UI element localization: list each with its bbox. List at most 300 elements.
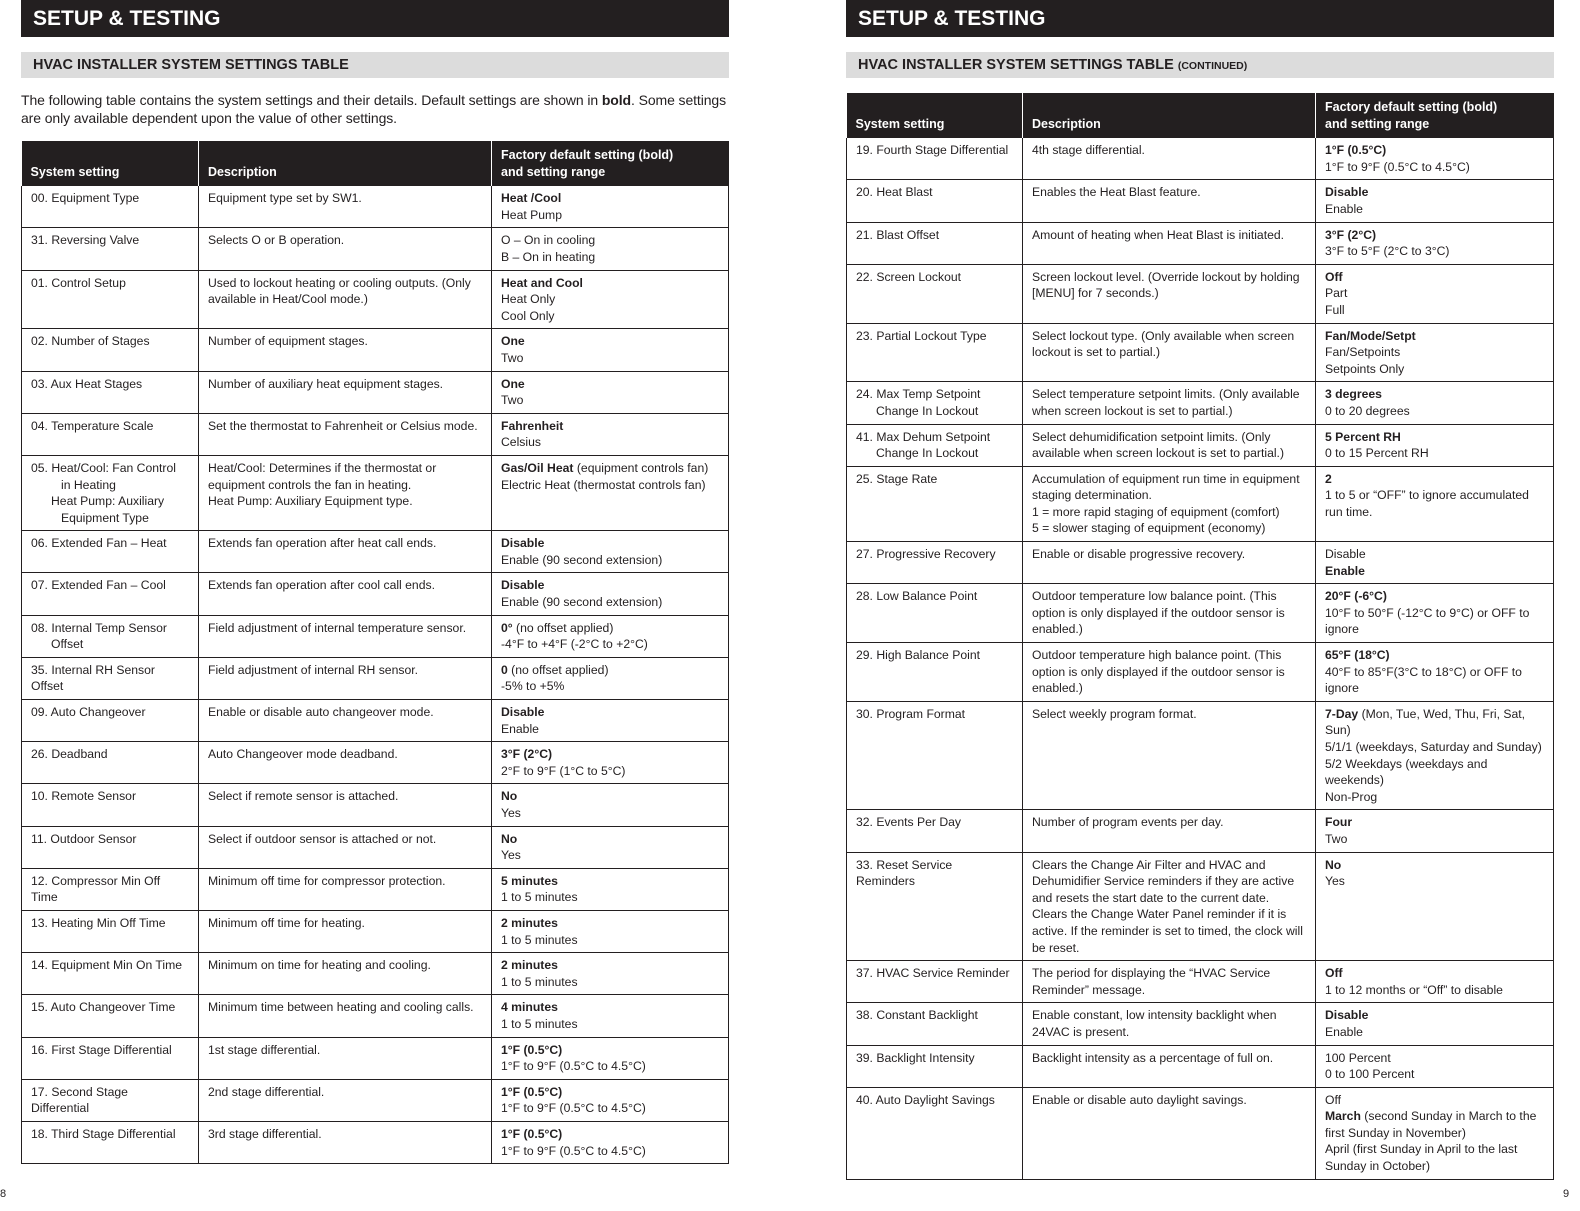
value-option: (no offset applied) (512, 620, 614, 635)
value-line (501, 1084, 719, 1101)
value-option: 1 to 5 minutes (501, 974, 578, 989)
table-row (847, 382, 1554, 424)
setting-name-line: 18. Third Stage Differential (31, 1126, 176, 1141)
description-line: Heat Pump: Auxiliary Equipment type. (208, 494, 413, 509)
description-line: Extends fan operation after cool call ends. (208, 578, 435, 593)
setting-name-cell (22, 573, 199, 615)
default-value: 5 minutes (501, 873, 558, 888)
description-cell (199, 228, 492, 270)
description-line: Used to lockout heating or cooling outputs. (Only available in Heat/Cool mode.) (208, 275, 471, 307)
setting-name-cell (22, 531, 199, 573)
default-value: No (1325, 857, 1342, 872)
default-value: 2 (1325, 471, 1332, 486)
value-line (1325, 739, 1544, 756)
description-line: Select weekly program format. (1032, 706, 1197, 721)
table-title-text: HVAC INSTALLER SYSTEM SETTINGS TABLE (33, 57, 349, 73)
value-line (1325, 982, 1544, 999)
table-row (847, 222, 1554, 264)
value-line (1325, 403, 1544, 420)
default-value-cell (1316, 264, 1554, 323)
value-line (1325, 1024, 1544, 1041)
default-value-cell (492, 413, 729, 455)
value-line (501, 350, 719, 367)
default-value: 20°F (-6°C) (1325, 589, 1387, 604)
settings-table (21, 141, 729, 1164)
default-value-cell (1316, 466, 1554, 541)
default-value-cell (1316, 138, 1554, 180)
description-cell (1023, 701, 1316, 810)
description-line: The period for displaying the “HVAC Service Reminder” message. (1032, 966, 1271, 997)
value-option: Enable (90 second extension) (501, 595, 663, 610)
table-row (22, 371, 729, 413)
setting-name-line: 40. Auto Daylight Savings (856, 1092, 995, 1107)
value-line (501, 704, 719, 721)
setting-name-line: 09. Auto Changeover (31, 705, 146, 720)
value-option: Enable (1325, 201, 1363, 216)
value-line (501, 721, 719, 738)
setting-name-line: 33. Reset Service Reminders (856, 857, 953, 889)
setting-name-cell (22, 1121, 199, 1163)
value-line (1325, 831, 1544, 848)
setting-name-cell (847, 222, 1023, 264)
default-value-cell (1316, 961, 1554, 1003)
description-line: Auto Changeover mode deadband. (208, 747, 398, 762)
setting-name-cell (22, 1079, 199, 1121)
setting-name-line: Change In Lockout (876, 446, 979, 461)
setting-name-cell (22, 413, 199, 455)
header-default-setting (492, 141, 729, 186)
table-body (847, 138, 1554, 1179)
setting-name-cell (847, 1087, 1023, 1179)
value-line (501, 957, 719, 974)
description-line: 4th stage differential. (1032, 143, 1145, 158)
table-row (847, 138, 1554, 180)
setting-name-cell (847, 424, 1023, 466)
default-value-cell (1316, 1045, 1554, 1087)
default-value: 5 Percent RH (1325, 429, 1401, 444)
setting-name-line: 24. Max Temp Setpoint (856, 387, 981, 402)
setting-name-cell (22, 615, 199, 657)
value-line (1325, 285, 1544, 302)
default-value-cell (1316, 542, 1554, 584)
value-line (501, 662, 719, 679)
setting-name-line: 08. Internal Temp Sensor (31, 620, 167, 635)
value-option: Part (1325, 286, 1348, 301)
value-line (501, 275, 719, 292)
value-option: Two (1325, 831, 1348, 846)
value-option: Off (1325, 1092, 1342, 1107)
default-value: Off (1325, 966, 1343, 981)
value-option: April (first Sunday in April to the last Sunday in October) (1325, 1142, 1518, 1174)
description-line: Select dehumidification setpoint limits. (Only available when screen lockout is set to partial.) (1032, 429, 1285, 461)
value-line (1325, 814, 1544, 831)
setting-name-line: in Heating (61, 477, 116, 492)
description-cell (1023, 264, 1316, 323)
value-line (501, 1100, 719, 1117)
default-value: 0 (501, 662, 508, 677)
default-value: 2 minutes (501, 915, 558, 930)
value-line (1325, 647, 1544, 664)
value-line (1325, 588, 1544, 605)
setting-name-cell (847, 180, 1023, 222)
table-row (847, 701, 1554, 810)
setting-name-cell (22, 186, 199, 228)
default-value: Disable (501, 578, 545, 593)
value-option: 1 to 5 minutes (501, 1016, 578, 1031)
table-row (847, 643, 1554, 702)
description-line: Field adjustment of internal temperature sensor. (208, 620, 467, 635)
setting-name-line: 41. Max Dehum Setpoint (856, 429, 991, 444)
setting-name-line: 22. Screen Lockout (856, 269, 962, 284)
default-value: One (501, 376, 525, 391)
table-row (847, 852, 1554, 961)
setting-name-line: 26. Deadband (31, 747, 108, 762)
default-value-cell (1316, 382, 1554, 424)
description-line: Clears the Change Air Filter and HVAC and Dehumidifier Service reminders if they are active and resets the start date to the current date. Clears the Change Water Panel reminder if it is active. If the reminder is set to timed, the clock will be reset. (1032, 857, 1303, 955)
section-banner: SETUP & TESTING (846, 0, 1554, 37)
setting-name-line: 30. Program Format (856, 706, 966, 721)
value-option: Cool Only (501, 308, 555, 323)
value-option: Yes (1325, 874, 1345, 889)
value-option: Non-Prog (1325, 789, 1378, 804)
description-line: Select if outdoor sensor is attached or not. (208, 831, 437, 846)
setting-name-cell (22, 868, 199, 910)
description-line: Minimum off time for compressor protection. (208, 873, 446, 888)
default-value: Gas/Oil Heat (501, 460, 574, 475)
description-cell (1023, 1003, 1316, 1045)
description-line: 3rd stage differential. (208, 1126, 322, 1141)
value-option: 5/1/1 (weekdays, Saturday and Sunday) (1325, 740, 1542, 754)
description-cell (199, 742, 492, 784)
description-line: Backlight intensity as a percentage of full on. (1032, 1050, 1274, 1065)
value-line (1325, 965, 1544, 982)
setting-name-line: 23. Partial Lockout Type (856, 328, 987, 343)
description-cell (1023, 852, 1316, 961)
table-row (22, 186, 729, 228)
header-system-setting: System setting (22, 141, 199, 186)
default-value-cell (492, 573, 729, 615)
setting-name-cell (847, 810, 1023, 852)
intro-text-end: . Some settings are only available dependent upon the value of other settings. (21, 92, 727, 126)
setting-name-cell (847, 382, 1023, 424)
description-line: 1 = more rapid staging of equipment (comfort) (1032, 504, 1280, 519)
setting-name-line: 15. Auto Changeover Time (31, 1000, 176, 1015)
description-cell (1023, 424, 1316, 466)
header-default-line1: Factory default setting (bold) (501, 148, 674, 162)
table-row (847, 1045, 1554, 1087)
description-line: Extends fan operation after heat call ends. (208, 536, 437, 551)
value-line (501, 873, 719, 890)
default-value: 4 minutes (501, 1000, 558, 1015)
table-row (22, 826, 729, 868)
description-cell (199, 657, 492, 699)
default-value-cell (1316, 584, 1554, 643)
value-line (1325, 386, 1544, 403)
setting-name-cell (22, 742, 199, 784)
default-value-cell (1316, 180, 1554, 222)
description-line: Screen lockout level. (Override lockout by holding [MENU] for 7 seconds.) (1032, 269, 1300, 301)
setting-name-line: 00. Equipment Type (31, 191, 140, 206)
value-line (501, 333, 719, 350)
description-line: Number of program events per day. (1032, 815, 1224, 830)
description-cell (1023, 643, 1316, 702)
default-value: Disable (501, 536, 545, 551)
description-line: Enable or disable auto changeover mode. (208, 705, 434, 720)
value-option: 1 to 12 months or “Off” to disable (1325, 982, 1503, 997)
value-line (501, 763, 719, 780)
value-line (1325, 302, 1544, 319)
description-cell (199, 826, 492, 868)
right-page: SETUP & TESTING HVAC INSTALLER SYSTEM SETTINGS TABLE (CONTINUED) System setting Description Factory default setting (bold) and setting range 19. Fourth Stage Differential 4th stage differential. 1°F (0.5°C) 1°F to 9°F (0.5°C to 4.5°C) 20. Heat Blast Enables the Heat Blast feature. Disable Enable 21. Blast Offset Amount of heating when Heat Blast is initiated. 3°F (2°C) 3°F to 5°F (2°C to 3°C) 22. Screen Lockout Screen lockout level. (Override lockout by holding [MENU] for 7 seconds.) Off Part Full 23. Partial Lockout Type Select lockout type. (Only available when screen lockout is set to partial.) Fan/Mode/Setpt Fan/Setpoints Setpoints Only 24. Max Temp Setpoint Change In Lockout Select temperature setpoint limits. (Only available when screen lockout is set to partial.) 3 degrees 0 to 20 degrees 41. Max Dehum Setpoint Change In Lockout Select dehumidification setpoint limits. (Only available when screen lockout is set to partial.) 5 Percent RH 0 to 15 Percent RH 25. Stage Rate Accumulation of equipment run time in equipment staging determination. 1 = more rapid staging of equipment (comfort) 5 = slower staging of equipment (economy) 2 1 to 5 or “OFF” to ignore accumulated run time. 27. Progressive Recovery Enable or disable progressive recovery. Disable Enable 28. Low Balance Point Outdoor temperature low balance point. (This option is only displayed if the outdoor sensor is enabled.) 20°F (-6°C) 10°F to 50°F (-12°C to 9°C) or OFF to ignore 29. High Balance Point Outdoor temperature high balance point. (This option is only displayed if the outdoor sensor is enabled.) 65°F (18°C) 40°F to 85°F(3°C to 18°C) or OFF to ignore 30. Program Format Select weekly program format. 7-Day (Mon, Tue, Wed, Thu, Fri, Sat, Sun) 5/1/1 (weekdays, Saturday and Sunday) 5/2 Weekdays (weekdays and weekends) Non-Prog 32. Events Per Day Number of program events per day. Four Two 33. Reset Service Reminders Clears the Change Air Filter and HVAC and Dehumidifier Service reminders if they are active and resets the start date to the current date. Clears the Change Water Panel reminder if it is active. If the reminder is set to timed, the clock will be reset. No Yes 37. HVAC Service Reminder The period for displaying the “HVAC Service Reminder” message. Off 1 to 12 months or “Off” to disable 38. Constant Backlight Enable constant, low intensity backlight when 24VAC is present. Disable Enable 39. Backlight Intensity Backlight intensity as a percentage of full on. 100 Percent 0 to 100 Percent 40. Auto Daylight Savings Enable or disable auto daylight savings. Off March (second Sunday in March to the first Sunday in November) April (first Sunday in April to the last Sunday in October) 9 (846, 0, 1554, 1180)
setting-name-line: 11. Outdoor Sensor (31, 831, 137, 846)
value-option: 100 Percent (1325, 1050, 1391, 1065)
default-value: 3 degrees (1325, 387, 1382, 402)
setting-name-line: Heat Pump: Auxiliary (51, 494, 165, 509)
table-row (847, 584, 1554, 643)
table-row (847, 323, 1554, 382)
value-line (501, 577, 719, 594)
description-cell (199, 270, 492, 329)
value-option: Full (1325, 302, 1345, 317)
description-line: Amount of heating when Heat Blast is initiated. (1032, 227, 1285, 242)
default-value-cell (492, 784, 729, 826)
table-row (22, 329, 729, 371)
setting-name-line: 31. Reversing Valve (31, 233, 140, 248)
description-cell (199, 371, 492, 413)
value-line (501, 418, 719, 435)
value-line (501, 190, 719, 207)
setting-name-line: 32. Events Per Day (856, 815, 961, 830)
default-value: 1°F (0.5°C) (1325, 143, 1387, 158)
value-line (501, 915, 719, 932)
description-cell (1023, 466, 1316, 541)
value-line (1325, 471, 1544, 488)
description-line: Enable or disable progressive recovery. (1032, 547, 1246, 562)
table-row (847, 1003, 1554, 1045)
default-value: 65°F (18°C) (1325, 648, 1390, 663)
header-system-setting: System setting (847, 93, 1023, 138)
value-line (1325, 429, 1544, 446)
header-default-line1: Factory default setting (bold) (1325, 100, 1498, 114)
value-line (1325, 487, 1544, 520)
settings-table (846, 93, 1554, 1180)
default-value: Heat and Cool (501, 275, 583, 290)
table-body (22, 186, 729, 1163)
value-option: 1 to 5 minutes (501, 932, 578, 947)
default-value-cell (492, 1079, 729, 1121)
setting-name-line: 12. Compressor Min Off Time (31, 873, 161, 905)
setting-name-cell (847, 323, 1023, 382)
value-line (501, 620, 719, 637)
value-option: Disable (1325, 547, 1366, 562)
value-option: 40°F to 85°F(3°C to 18°C) or OFF to ignore (1325, 664, 1522, 696)
value-line (1325, 445, 1544, 462)
default-value-cell (492, 700, 729, 742)
value-line (1325, 201, 1544, 218)
default-value-cell (1316, 222, 1554, 264)
description-cell (199, 784, 492, 826)
description-cell (1023, 584, 1316, 643)
table-row (22, 270, 729, 329)
setting-name-line: 27. Progressive Recovery (856, 547, 996, 562)
value-line (1325, 1066, 1544, 1083)
default-value: 0° (501, 620, 513, 635)
setting-name-line: 01. Control Setup (31, 275, 126, 290)
setting-name-cell (22, 329, 199, 371)
table-row (22, 700, 729, 742)
description-cell (1023, 542, 1316, 584)
setting-name-cell (847, 852, 1023, 961)
value-option: Yes (501, 848, 521, 863)
setting-name-cell (22, 826, 199, 868)
value-line (501, 232, 719, 249)
default-value-cell (492, 270, 729, 329)
setting-name-cell (847, 466, 1023, 541)
value-option: (no offset applied) (507, 662, 609, 677)
value-option: 0 to 100 Percent (1325, 1067, 1415, 1082)
setting-name-line: 16. First Stage Differential (31, 1042, 172, 1057)
value-option: 1°F to 9°F (0.5°C to 4.5°C) (501, 1059, 646, 1074)
setting-name-cell (22, 657, 199, 699)
value-option: 0 to 15 Percent RH (1325, 446, 1429, 461)
value-option: 1 to 5 or “OFF” to ignore accumulated run time. (1325, 488, 1529, 519)
setting-name-line: 05. Heat/Cool: Fan Control (31, 460, 176, 475)
table-row (847, 961, 1554, 1003)
table-title (21, 52, 729, 78)
description-cell (199, 1121, 492, 1163)
description-line: Equipment type set by SW1. (208, 191, 362, 206)
description-line: Enable constant, low intensity backlight when 24VAC is present. (1032, 1008, 1277, 1039)
setting-name-cell (22, 228, 199, 270)
value-line (1325, 328, 1544, 345)
setting-name-line: 39. Backlight Intensity (856, 1050, 975, 1065)
description-line: Minimum off time for heating. (208, 915, 365, 930)
description-cell (1023, 222, 1316, 264)
description-cell (199, 953, 492, 995)
table-row (22, 573, 729, 615)
description-line: Select if remote sensor is attached. (208, 789, 399, 804)
default-value-cell (492, 742, 729, 784)
default-value: March (1325, 1109, 1361, 1124)
value-line (501, 847, 719, 864)
table-row (847, 466, 1554, 541)
description-line: Select temperature setpoint limits. (Only available when screen lockout is set to partial.) (1032, 387, 1300, 418)
value-line (1325, 563, 1544, 580)
setting-name-line: 13. Heating Min Off Time (31, 915, 166, 930)
setting-name-cell (847, 264, 1023, 323)
default-value: 3°F (2°C) (501, 747, 553, 762)
value-line (1325, 269, 1544, 286)
setting-name-cell (22, 455, 199, 530)
setting-name-cell (22, 371, 199, 413)
value-line (501, 889, 719, 906)
value-option: Yes (501, 806, 521, 820)
setting-name-cell (847, 701, 1023, 810)
default-value-cell (1316, 323, 1554, 382)
default-value-cell (492, 531, 729, 573)
table-row (22, 1121, 729, 1163)
setting-name-line: 02. Number of Stages (31, 334, 150, 349)
setting-name-line: 28. Low Balance Point (856, 589, 978, 604)
table-row (22, 995, 729, 1037)
value-line (501, 831, 719, 848)
description-cell (199, 531, 492, 573)
value-option: 1°F to 9°F (0.5°C to 4.5°C) (501, 1143, 646, 1158)
setting-name-cell (22, 995, 199, 1037)
value-line (1325, 1092, 1544, 1109)
value-option: 3°F to 5°F (2°C to 3°C) (1325, 244, 1450, 259)
default-value: No (501, 831, 518, 846)
table-row (22, 228, 729, 270)
value-line (501, 552, 719, 569)
setting-name-line: 19. Fourth Stage Differential (856, 143, 1009, 158)
value-line (1325, 706, 1544, 739)
value-option: 10°F to 50°F (-12°C to 9°C) or OFF to ignore (1325, 605, 1530, 637)
default-value: Enable (1325, 563, 1365, 578)
setting-name-line: Equipment Type (61, 510, 149, 525)
value-line (501, 392, 719, 409)
default-value: No (501, 789, 518, 804)
description-cell (1023, 180, 1316, 222)
default-value-cell (1316, 1003, 1554, 1045)
default-value-cell (492, 1121, 729, 1163)
default-value: Disable (1325, 1008, 1369, 1023)
default-value: 1°F (0.5°C) (501, 1084, 563, 1099)
table-header-row (22, 141, 729, 186)
setting-name-cell (847, 1045, 1023, 1087)
description-line: Field adjustment of internal RH sensor. (208, 662, 418, 677)
description-cell (199, 700, 492, 742)
default-value: 1°F (0.5°C) (501, 1126, 563, 1141)
description-line: Select lockout type. (Only available when screen lockout is set to partial.) (1032, 328, 1295, 360)
setting-name-cell (22, 270, 199, 329)
setting-name-line: 04. Temperature Scale (31, 418, 154, 433)
description-line: Set the thermostat to Fahrenheit or Celsius mode. (208, 418, 478, 433)
default-value-cell (492, 953, 729, 995)
table-row (22, 742, 729, 784)
table-header-row (847, 93, 1554, 138)
value-line (1325, 159, 1544, 176)
setting-name-line: 03. Aux Heat Stages (31, 376, 143, 391)
description-cell (199, 329, 492, 371)
value-line (501, 805, 719, 822)
description-line: Number of auxiliary heat equipment stages. (208, 376, 444, 391)
table-row (847, 180, 1554, 222)
value-line (501, 1143, 719, 1160)
description-cell (199, 995, 492, 1037)
description-cell (199, 868, 492, 910)
description-line: Minimum time between heating and cooling calls. (208, 1000, 474, 1015)
value-line (1325, 1050, 1544, 1067)
setting-name-cell (847, 542, 1023, 584)
setting-name-cell (847, 643, 1023, 702)
intro-text-start: The following table contains the system settings and their details. Default settings are shown in (21, 92, 602, 108)
description-cell (1023, 810, 1316, 852)
setting-name-line: 38. Constant Backlight (856, 1008, 978, 1023)
value-option: 1°F to 9°F (0.5°C to 4.5°C) (501, 1101, 646, 1116)
setting-name-line: Change In Lockout (876, 403, 979, 418)
default-value-cell (1316, 1087, 1554, 1179)
table-title (846, 52, 1554, 78)
setting-name-line: 37. HVAC Service Reminder (856, 966, 1010, 981)
value-line (1325, 605, 1544, 638)
default-value: 2 minutes (501, 958, 558, 973)
value-line (1325, 1007, 1544, 1024)
value-line (501, 291, 719, 308)
value-line (501, 1126, 719, 1143)
value-line (1325, 227, 1544, 244)
value-line (1325, 873, 1544, 890)
